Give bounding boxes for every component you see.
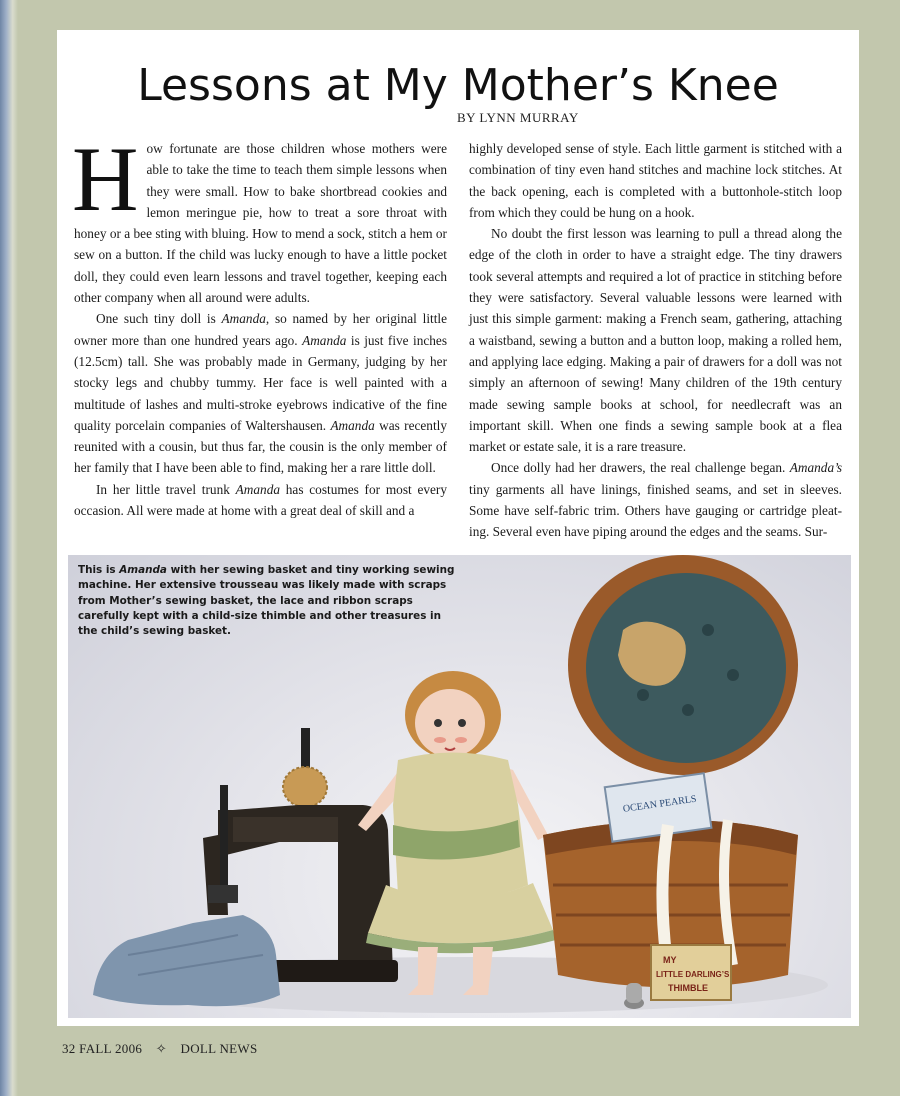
paragraph (469, 138, 842, 223)
doll-name: Amanda (221, 311, 266, 327)
left-column (72, 128, 447, 521)
text-run: was recently reunited with a cousin, but thus far, the cousin is the only member of her family that I have been able to find, making her a rare little doll. (74, 417, 447, 476)
article-byline: BY LYNN MURRAY (457, 110, 579, 125)
doll-name: Amanda’s (789, 460, 842, 476)
text-run: One such tiny doll is (96, 311, 222, 327)
blue-cloth (93, 915, 280, 1006)
paragraph (469, 457, 842, 542)
doll-name: Amanda (235, 481, 280, 497)
ocean-pearls-label: OCEAN PEARLS (622, 793, 698, 815)
text-run: tiny garments all have linings, finished seams, and set in sleeves. Some have self-fabric trim. Others have gauging or cartridge pleating. Several even have piping around the edges and the seams. Sur- (469, 481, 842, 540)
right-column (469, 138, 842, 543)
magazine-name: DOLL NEWS (180, 1041, 258, 1057)
right-column-text (469, 138, 842, 543)
diamond-separator-icon: ✧ (155, 1041, 167, 1057)
paragraph (469, 223, 842, 457)
article-photo (68, 555, 851, 1018)
text-run: In her little travel trunk (96, 481, 236, 497)
text-run: has costumes for most every occasion. All were made at home with a great deal of skill and a (74, 481, 447, 519)
text-run: highly developed sense of style. Each little garment is stitched with a combination of tiny even hand stitches and machine lock stitches. At the back opening, each is completed with a buttonhole-stitch loop from which they could be hung on a hook. (469, 141, 842, 220)
text-run: is just five inches (12.5cm) tall. She was probably made in Germany, judging by her stocky legs and chubby tummy. Her face is well painted with a multitude of lashes and multi-stroke eyebrows indicative of the fine quality porcelain companies of Waltershausen. (74, 332, 447, 433)
thimble-box-line1: MY (663, 955, 677, 965)
article-title: Lessons at My Mother’s Knee (137, 60, 779, 111)
photo-caption (78, 563, 462, 639)
thimble-box-line2: LITTLE DARLING’S (656, 970, 730, 979)
magazine-binding-edge (0, 0, 18, 1096)
drop-cap: H (72, 128, 139, 230)
doll-name: Amanda (302, 332, 347, 348)
thimble-box-line3: THIMBLE (668, 983, 708, 993)
text-run: No doubt the first lesson was learning to pull a thread along the edge of the cloth in order to have a straight edge. The tiny drawers took several attempts and required a lot of practice in stitching before they were satisfactory. Several valuable lessons were learned with just this simple garment: making a French seam, gathering, attaching a waistband, sewing a button and a button loop, making a rolled hem, and applying lace edging. Making a pair of drawers for a doll was not simply an afternoon of sewing! Many children of the 19th century made sewing sample books at school, for needlecraft was an important skill. When one finds a sewing sample book at a flea market or estate sale, it is a rare treasure. (469, 226, 842, 455)
doll-name: Amanda (119, 564, 167, 576)
text-run: , so named by her original little owner more than one hundred years ago. (74, 311, 447, 348)
doll-name: Amanda (330, 417, 375, 433)
page-number: 32 (62, 1041, 76, 1057)
issue-label: FALL 2006 (79, 1041, 143, 1057)
paragraph (74, 308, 447, 478)
text-run: This is (78, 564, 120, 576)
thimble (626, 983, 642, 1003)
text-run: Once dolly had her drawers, the real challenge began. (491, 460, 790, 476)
page-footer (62, 1040, 257, 1057)
paragraph (74, 479, 447, 522)
text-run: with her sewing basket and tiny working sewing machine. Her extensive trousseau was likely made with scraps from Mother’s sewing basket, the lace and ribbon scraps carefully kept with a child-size thimble and other treasures in the child’s sewing basket. (78, 564, 455, 638)
sewing-basket (543, 555, 798, 1009)
magazine-page (57, 30, 859, 1026)
text-run: ow fortunate are those children whose mothers were able to take the time to teach them simple lessons when they were small. How to bake shortbread cookies and lemon meringue pie, how to treat a sore throat with honey or a bee sting with bluing. How to mend a sock, stitch a hem or sew on a button. If the child was lucky enough to have a little pocket doll, they could even learn lessons and travel together, keeping each other company when all around were adults. (74, 141, 447, 306)
